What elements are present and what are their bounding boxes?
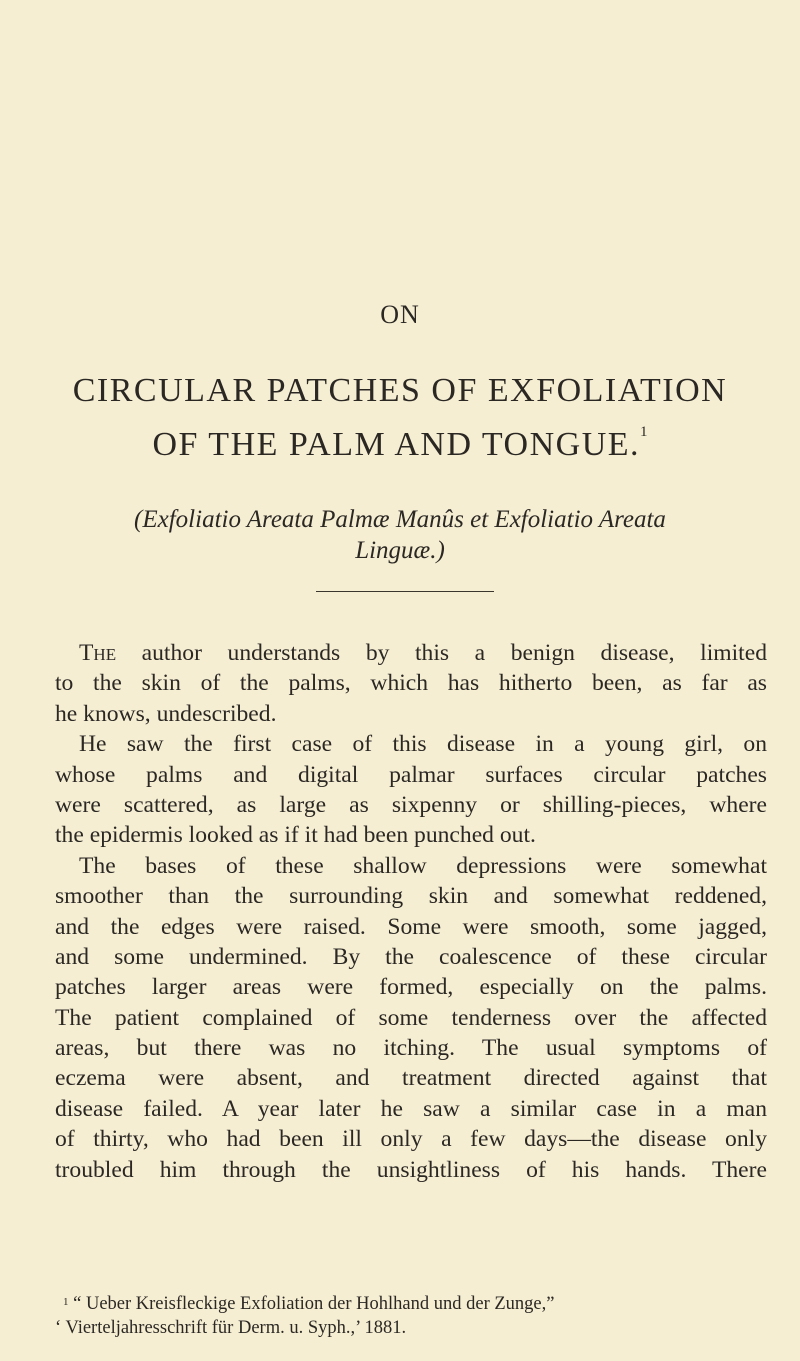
footnote-line-1 [55,1292,767,1316]
section-divider [316,591,494,592]
pre-title: ON [380,300,420,329]
body-line: The bases of these shallow depressions were somewhat [79,852,767,879]
body-line: whose palms and digital palmar surfaces circular patches [55,761,767,788]
body-line: patches larger areas were formed, especially on the palms. [55,974,767,1001]
footnote-mark: 1 [63,1296,69,1308]
footnote-reference: 1 [640,424,648,440]
title-line-2-text: OF THE PALM AND TONGUE. [152,426,641,463]
body-text [55,638,767,1185]
body-line: troubled him through the unsightliness of his hands. There [55,1156,767,1183]
footnote-line-1-text: “ Ueber Kreisfleckige Exfoliation der Hohlhand und der Zunge,” [68,1294,555,1314]
subtitle-line-1: (Exfoliatio Areata Palmæ Manûs et Exfoliatio Areata [134,506,666,533]
body-line: The patient complained of some tenderness over the affected [55,1004,767,1031]
body-line: and some undermined. By the coalescence of these circular [55,943,767,970]
title-line-1: CIRCULAR PATCHES OF EXFOLIATION [72,372,728,409]
footnote-line-2: ‘ Vierteljahresschrift für Derm. u. Syph.,’ 1881. [55,1318,407,1338]
subtitle-line-2: Linguæ.) [355,537,445,564]
body-line: areas, but there was no itching. The usual symptoms of [55,1035,767,1062]
body-line: were scattered, as large as sixpenny or shilling-pieces, where [55,791,767,818]
body-line: the epidermis looked as if it had been punched out. [55,822,536,849]
body-line: to the skin of the palms, which has hitherto been, as far as [55,670,767,697]
body-line-text: author understands by this a benign disease, limited [116,640,767,666]
title-line-2 [0,426,800,464]
body-line [55,638,767,668]
body-line: smoother than the surrounding skin and somewhat reddened, [55,883,767,910]
body-line: He saw the first case of this disease in a young girl, on [79,731,767,758]
body-line: he knows, undescribed. [55,700,277,727]
body-line: eczema were absent, and treatment directed against that [55,1065,767,1092]
first-word: The [79,640,117,666]
body-line: of thirty, who had been ill only a few days—the disease only [55,1126,767,1153]
footnote [55,1292,767,1340]
body-line: disease failed. A year later he saw a similar case in a man [55,1095,767,1122]
body-line: and the edges were raised. Some were smooth, some jagged, [55,913,767,940]
